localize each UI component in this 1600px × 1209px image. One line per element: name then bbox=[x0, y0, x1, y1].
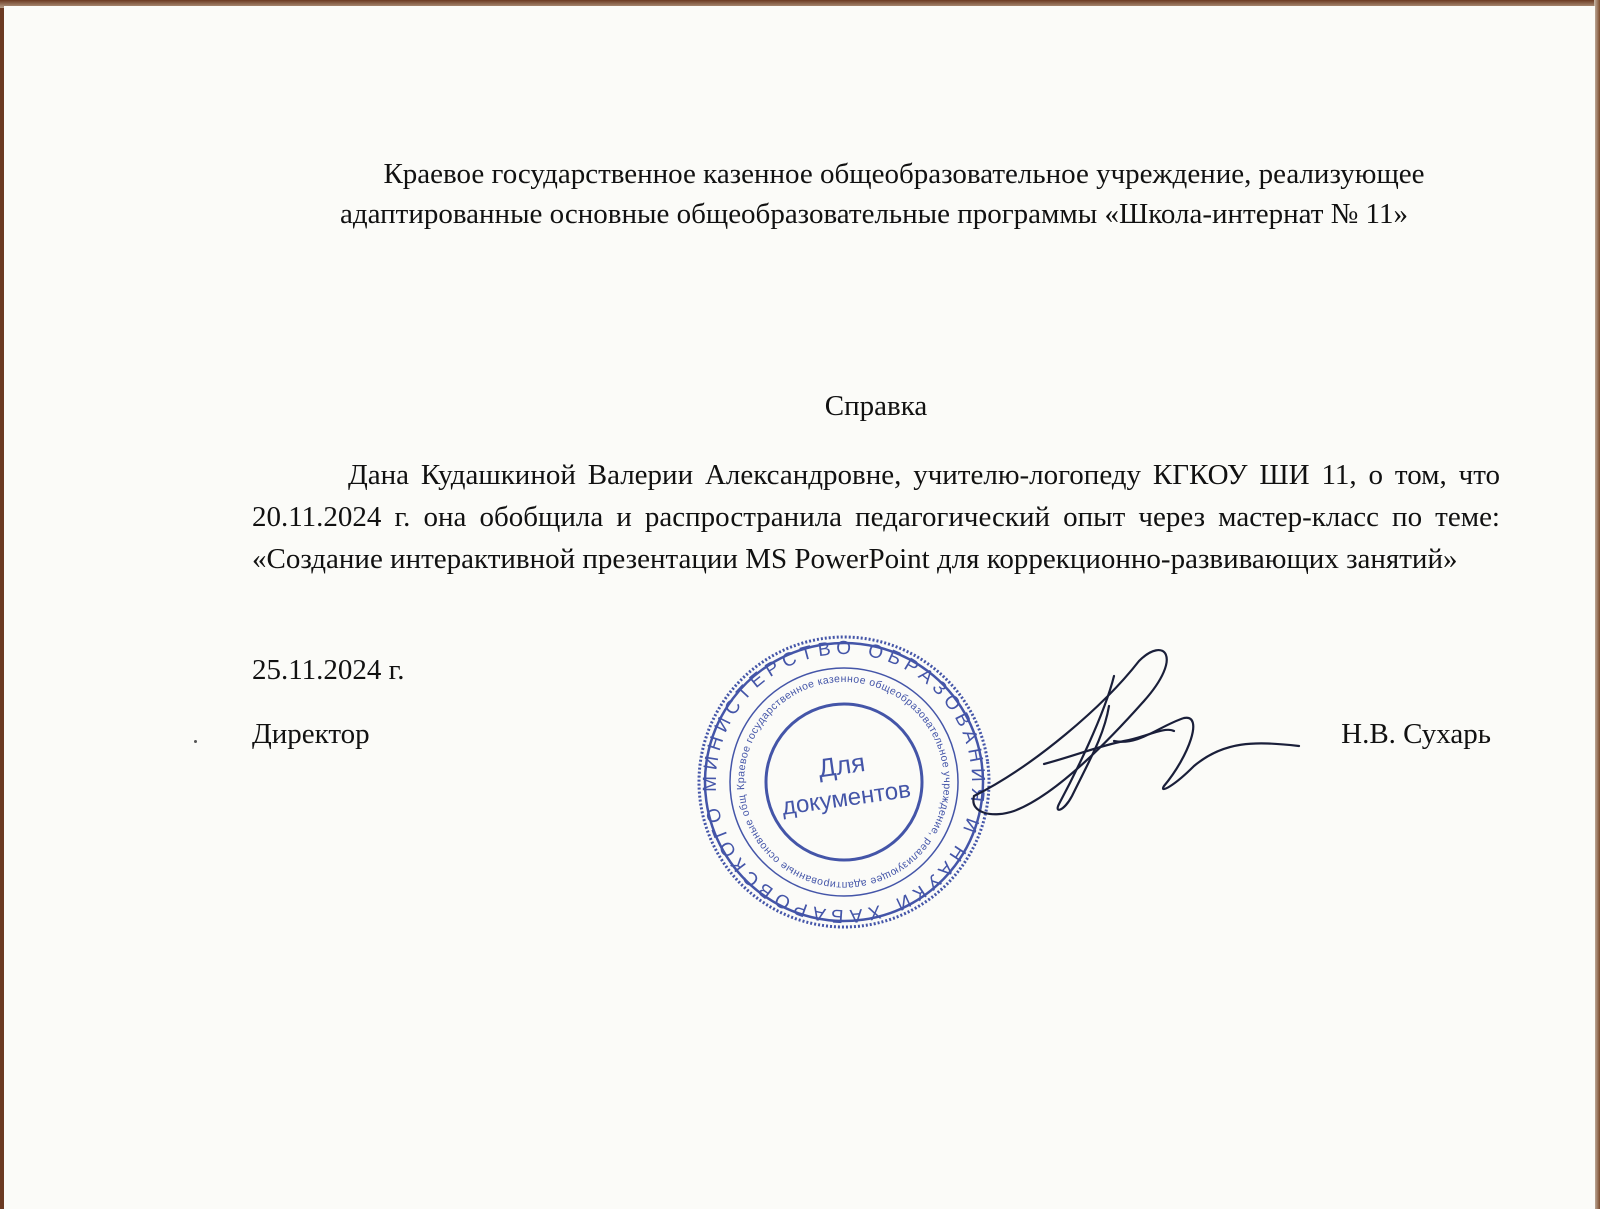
signatory-position: Директор bbox=[252, 718, 370, 750]
stamp-center-line-1: Для bbox=[816, 747, 867, 784]
issue-date: 25.11.2024 г. bbox=[252, 654, 405, 686]
stamp-outer-text: МИНИСТЕРСТВО ОБРАЗОВАНИЯ И НАУКИ ХАБАРОВСКОГО bbox=[699, 637, 989, 927]
header-line-1: Краевое государственное казенное общеобразовательное учреждение, реализующее bbox=[383, 158, 1425, 190]
handwritten-signature bbox=[964, 646, 1304, 836]
signatory-name: Н.В. Сухарь bbox=[1341, 718, 1491, 750]
organization-header bbox=[254, 154, 1494, 234]
signature-loop bbox=[973, 650, 1166, 814]
certificate-body: Дана Кудашкиной Валерии Александровне, учителю-логопеду КГКОУ ШИ 11, о том, что 20.11.2024 г. она обобщила и распространила педагогический опыт через мастер-класс по теме: «Создание интерактивной презентации MS PowerPoint для коррекционно-развивающих занятий» bbox=[252, 459, 1500, 575]
stray-dot bbox=[194, 740, 197, 743]
header-line-2: адаптированные основные общеобразовательные программы «Школа-интернат № 11» bbox=[340, 198, 1408, 230]
signature-tail bbox=[1114, 718, 1299, 789]
stamp-inner-text: Краевое государственное казенное общеобразовательное учреждение, реализующее адаптированные основные общеобразовательные bbox=[734, 672, 954, 892]
stamp-center-line-2: документов bbox=[780, 775, 913, 821]
stamp-ink bbox=[694, 632, 994, 932]
official-stamp bbox=[694, 632, 994, 932]
document-title: Справка bbox=[824, 390, 928, 422]
document-page bbox=[4, 6, 1595, 1209]
